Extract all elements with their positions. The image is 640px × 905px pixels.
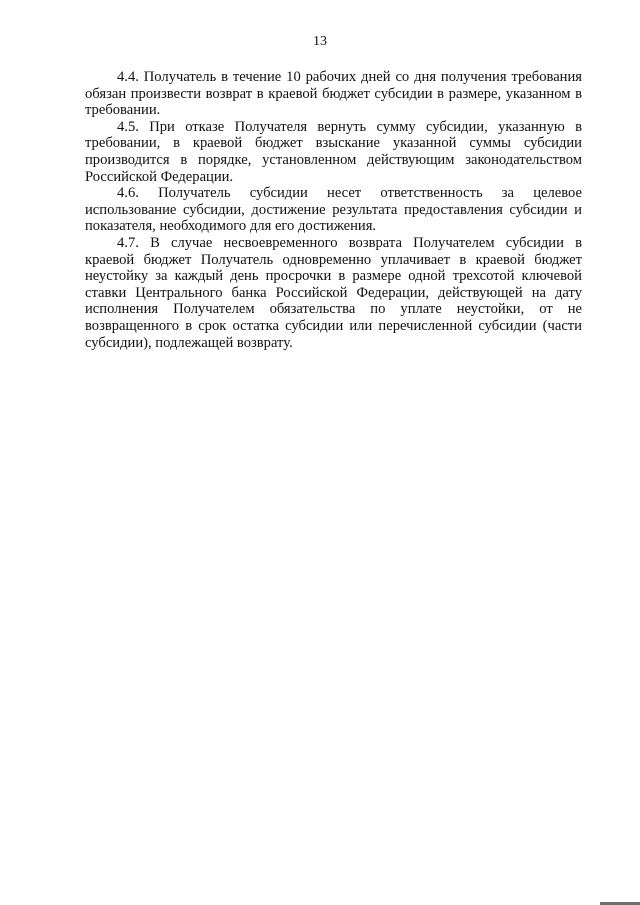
paragraph-4-4: 4.4. Получатель в течение 10 рабочих дней со дня получения требования обязан произвести возврат в краевой бюджет субсидии в размере, указанном в требовании. xyxy=(85,69,582,119)
document-body xyxy=(85,69,582,351)
paragraph-4-7: 4.7. В случае несвоевременного возврата Получателем субсидии в краевой бюджет Получатель одновременно уплачивает в краевой бюджет неустойку за каждый день просрочки в размере одной трехсотой ключевой ставки Центрального банка Российской Федерации, действующей на дату исполнения Получателем обязательства по уплате неустойки, от не возвращенного в срок остатка субсидии или перечисленной субсидии (части субсидии), подлежащей возврату. xyxy=(85,234,582,351)
paragraph-4-6: 4.6. Получатель субсидии несет ответственность за целевое использование субсидии, достижение результата предоставления субсидии и показателя, необходимого для его достижения. xyxy=(85,185,582,235)
page-number: 13 xyxy=(313,34,327,49)
paragraph-4-5: 4.5. При отказе Получателя вернуть сумму субсидии, указанную в требовании, в краевой бюджет взыскание указанной суммы субсидии производится в порядке, установленном действующим законодательством Российской Федерации. xyxy=(85,118,582,185)
